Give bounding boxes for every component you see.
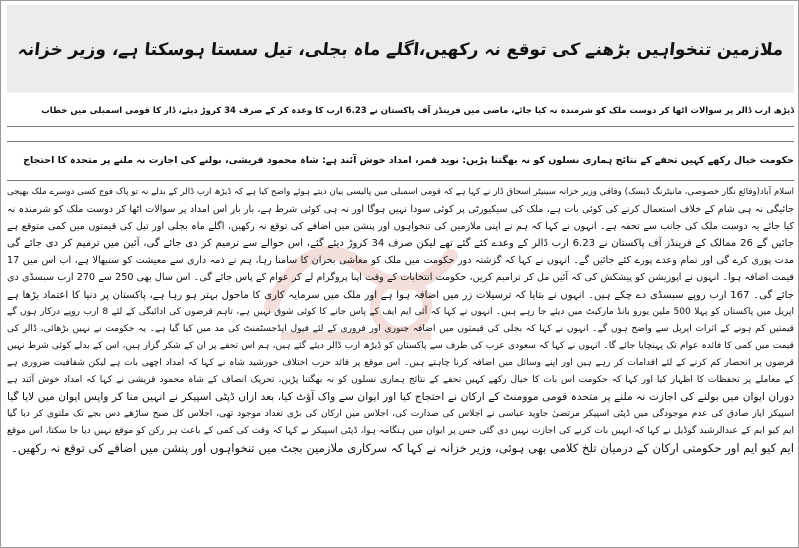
article-line: اسلام آباد(وقائع نگار خصوصی، مانیٹرنگ ڈیسک) وفاقی وزیر خزانہ سینیٹر اسحاق ڈار نے کہا ہے کہ قومی اسمبلی میں پالیسی بیان دیتے ہوئے واضح کیا ہے کہ ڈیڑھ ارب ڈالر کے بدلے نہ تو پاک فوج کسی دوسرے ملک بھیجی — [7, 187, 794, 197]
article-line: قیمت اضافہ ہوا۔ انہوں نے اپوزیشن کو پیشکش کی کہ آئیں مل کر ترامیم کریں، حکومت انتخابات کے وقت اپنا پروگرام لے کر عوام کے پاس جائے گی۔ اس سال بھی 250 سے 270 ارب سبسڈی دی — [7, 272, 794, 284]
main-headline-banner — [7, 5, 794, 93]
article-line: اسپیکر ایاز صادق کی عدم موجودگی میں ڈپٹی اسپیکر مرتضیٰ جاوید عباسی نے اجلاس کی صدارت کی، اجلاس میں ارکان کی بڑی تعداد موجود تھی، اجلاس کل صبح ساڑھے دس بجے تک ملتوی کر دیا گیا — [7, 409, 794, 420]
article-line: جائیں گے 26 ممالک کے فرینڈز آف پاکستان نے 6.23 ارب ڈالر کے وعدے کئے گئے تھے لیکن صرف 34 کروڑ دیئے گئے، اس حوالے سے ترمیم کر دی جائے گی، آئین میں ترمیم کر دی جائے گی — [7, 238, 794, 250]
article-line: اپریل میں پاکستان کو پہلا 500 ملین یورو بانڈ مارکیٹ میں دیئے جا رہے ہیں۔ انہوں نے کہا کہ آئی ایم ایف کے پاس جانے کا کوئی شوق نہیں ہے، تاہم قرضوں کی ادائیگی کے لئے 8 ارب روپے درکار ہوں گے — [7, 306, 794, 317]
article-line: ایم کیو ایم اور حکومتی ارکان کے درمیان تلخ کلامی بھی ہوئی، وزیر خزانہ نے کہا کہ سرکاری ملازمین بجٹ میں تنخواہوں اور پنشن میں اضافے کی توقع نہ رکھیں۔ — [10, 441, 794, 456]
subheadline-1: ڈیڑھ ارب ڈالر پر سوالات اٹھا کر دوست ملک کو شرمندہ نہ کیا جائے، ماضی میں فرینڈز آف پاکستان نے 6.23 ارب کا وعدہ کر کے صرف 34 کروڑ دیئے، ڈار کا قومی اسمبلی میں خطاب — [41, 106, 794, 116]
article-line: دوران ایوان میں بولنے کی اجازت نہ ملنے پر متحدہ قومی موومنٹ کے ارکان نے احتجاج کیا اور ایوان سے واک آؤٹ کیا، بعد ازاں ڈپٹی اسپیکر نے انہیں منا کر واپس ایوان میں لایا گیا — [7, 391, 794, 404]
article-line: کے معاملے پر تحفظات کا اظہار کیا اور کہا کہ حکومت اس بات کا خیال رکھے کہیں تحفے کے نتائج ہماری نسلوں کو نہ بھگتنا پڑیں، تحریک انصاف کے شاہ محمود قریشی نے کہا کہ امداد خوش آئند ہے — [7, 375, 794, 386]
divider-rule — [7, 180, 794, 181]
article-line: کیا جائے یہ دوست ملک کی جانب سے تحفہ ہے۔ انہوں نے کہا کہ ہم نے اپنی ملازمین کی تنخواہوں اور پنشن میں اضافے کی توقع نہ رکھیں، اگلے ماہ بجلی اور تیل کی قیمتوں میں کمی متوقع ہے — [7, 221, 794, 233]
article-line: جائے گی۔ 167 ارب روپے سبسڈی دے چکے ہیں۔ انہوں نے بتایا کہ ترسیلات زر میں اضافہ ہوا ہے اور ملک میں سرمایہ کاری کا ماحول بہتر ہو رہا ہے، پاکستان پر دنیا کا اعتماد بڑھا ہے — [7, 289, 794, 301]
article-line: مدت پوری کرے گی اور تمام وعدے پورے کئے جائیں گے۔ انہوں نے کہا کہ گزشتہ دور حکومت میں ملک کو معاشی بحران کا سامنا رہا، ہم نے ذمہ داری سے معیشت کو سنبھالا ہے، اب اس میں 17 — [7, 255, 794, 267]
article-line: قیمتیں کم ہونے کے اثرات اپریل سے واضح ہوں گے۔ انہوں نے کہا کہ بجلی کی قیمتوں میں اضافہ جنوری اور فروری کے لئے فیول ایڈجسٹمنٹ کی مد میں کیا گیا ہے۔ یہ حکومت نے نہیں بڑھائی، ڈالر کی — [7, 323, 794, 334]
article-body — [7, 184, 794, 544]
main-headline: ملازمین تنخواہیں بڑھنے کی توقع نہ رکھیں،اگلے ماہ بجلی، تیل سستا ہوسکتا ہے، وزیر خزانہ — [16, 39, 785, 60]
subheadline-2: حکومت خیال رکھے کہیں تحفے کے نتائج ہماری نسلوں کو نہ بھگتنا پڑیں: نوید قمر، امداد خوش آئند ہے: شاہ محمود قریشی، بولنے کی اجازت نہ ملنے پر متحدہ کا احتجاج — [23, 155, 794, 166]
article-line: جائیگی نہ ہی شام کے خلاف استعمال کرنے کی کوئی بات ہے، ملک کی سیکیورٹی پر کوئی سودا نہیں ہوگا اور نہ ہی کوئی شرط ہے، بار بار اس امداد پر سوالات اٹھا کر دوست ملک کو شرمندہ نہ — [7, 204, 794, 216]
divider-rule — [7, 126, 794, 127]
article-line: قیمت میں کمی کا فائدہ عوام تک پہنچایا جائے گا۔ انہوں نے کہا کہ سعودی عرب کی طرف سے پاکستان کو ڈیڑھ ارب ڈالر دیئے گئے ہیں، ہم اس تحفے پر ان کے شکر گزار ہیں، اس کے بدلے کوئی شرط نہیں — [7, 340, 794, 351]
divider-rule — [7, 141, 794, 142]
article-line: قرضوں پر انحصار کم کرنے کے لئے اقدامات کر رہے ہیں اور اپنے وسائل میں اضافہ کرنا چاہتے ہیں۔ اس موقع پر قائد حزب اختلاف خورشید شاہ نے کہا کہ امداد اچھی بات ہے لیکن شفافیت ضروری ہے — [7, 357, 794, 368]
article-line: ایم کیو ایم کے عبدالرشید گوڈیل نے کہا کہ انہیں بات کرنے کی اجازت نہیں دی گئی جس پر ایوان میں ہنگامہ ہوا، ڈپٹی اسپیکر نے کہا کہ وقت کی کمی کے باعث ہر رکن کو موقع نہیں دیا جا سکتا، اس موقع — [7, 426, 794, 437]
